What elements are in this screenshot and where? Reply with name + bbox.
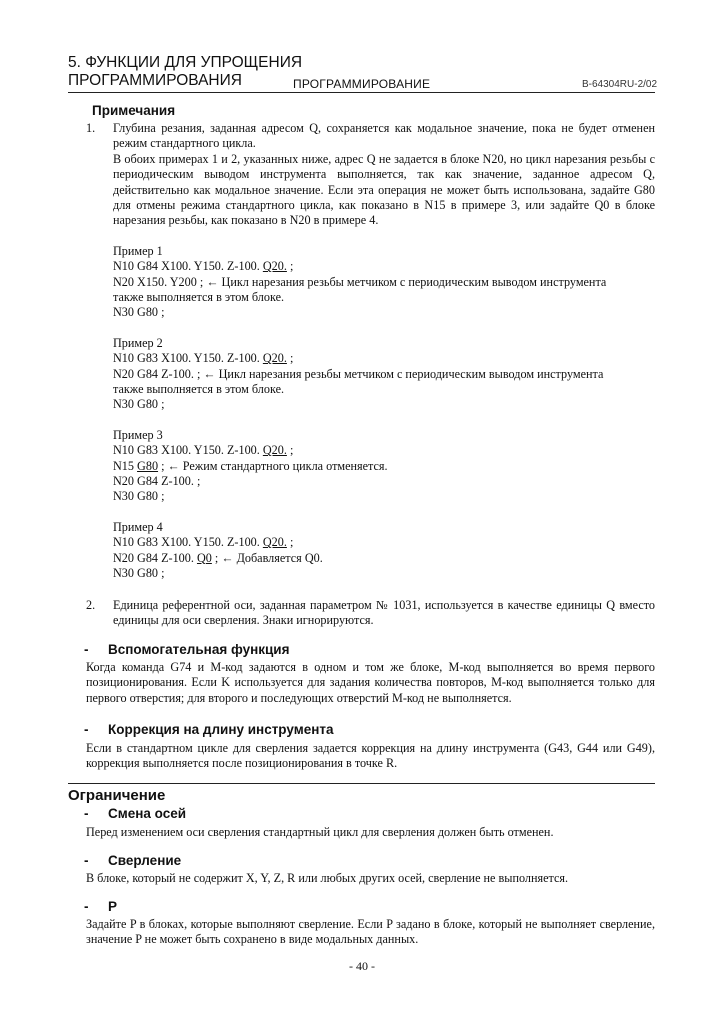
note-2-number: 2. xyxy=(86,598,96,612)
page-number: - 40 - xyxy=(349,959,375,973)
example-1-line-1: N10 G84 X100. Y150. Z-100. Q20. ; xyxy=(113,259,294,274)
example-2-line-2: N20 G84 Z-100. ; ← Цикл нарезания резьбы метчиком с периодическим выводом инструмента xyxy=(113,366,604,381)
note-2-text: Единица референтной оси, заданная параметром № 1031, используется в качестве единицы Q вместо единицы для оси сверления. Знаки игнорируются. xyxy=(113,598,655,628)
document-code: B-64304RU-2/02 xyxy=(582,79,658,90)
p-dash: - xyxy=(84,899,89,914)
p-text: Задайте P в блоках, которые выполняют сверление. Если P задано в блоке, который не выполняет сверление, значение P не может быть сохранено в виде модальных данных. xyxy=(86,917,655,947)
axis-change-text: Перед изменением оси сверления стандартный цикл для сверления должен быть отменен. xyxy=(86,825,554,839)
example-3-line-2: N15 G80 ; ← Режим стандартного цикла отменяется. xyxy=(113,458,388,473)
p-heading: P xyxy=(108,899,118,914)
example-2-line-4: N30 G80 ; xyxy=(113,397,165,412)
chapter-title xyxy=(68,54,302,90)
example-4-title: Пример 4 xyxy=(113,520,163,534)
note-1-paragraph-1: Глубина резания, заданная адресом Q, сохраняется как модальное значение, пока не будет отменен режим стандартного цикла. xyxy=(113,121,655,151)
example-2-title: Пример 2 xyxy=(113,336,163,350)
example-1 xyxy=(113,244,655,320)
example-1-line-2: N20 X150. Y200 ; ← Цикл нарезания резьбы метчиком с периодическим выводом инструмента xyxy=(113,274,607,289)
notes-heading: Примечания xyxy=(92,103,176,118)
example-1-line-4: N30 G80 ; xyxy=(113,305,165,320)
limitations-heading: Ограничение xyxy=(68,787,166,804)
aux-heading-dash: - xyxy=(84,642,89,657)
example-3-line-4: N30 G80 ; xyxy=(113,489,165,504)
tlc-heading: Коррекция на длину инструмента xyxy=(108,722,334,737)
example-4-line-3: N30 G80 ; xyxy=(113,565,165,580)
chapter-title-line1: 5. ФУНКЦИИ ДЛЯ УПРОЩЕНИЯ xyxy=(68,54,303,71)
chapter-title-line2: ПРОГРАММИРОВАНИЯ xyxy=(68,72,242,89)
example-1-line-3: также выполняется в этом блоке. xyxy=(113,289,285,304)
header-divider xyxy=(68,92,655,93)
example-4-line-1: N10 G83 X100. Y150. Z-100. Q20. ; xyxy=(113,535,294,550)
example-2-line-3: также выполняется в этом блоке. xyxy=(113,381,285,396)
tlc-text: Если в стандартном цикле для сверления задается коррекция на длину инструмента (G43, G44 или G49), коррекция выполняется после позиционирования в точке R. xyxy=(86,741,655,771)
tlc-heading-dash: - xyxy=(84,722,89,737)
note-1-paragraph-2: В обоих примерах 1 и 2, указанных ниже, адрес Q не задается в блоке N20, но цикл нарезания резьбы с периодическим выводом инструмента выполняется, так как значение, заданное адресом Q, действительно как модальное значение. Если эта операция не может быть использована, задайте G80 для отмены режима стандартного цикла, как показано в N15 в примере 3, или задайте Q0 в блоке нарезания резьбы, как показано в N20 в примере 4. xyxy=(113,152,655,228)
section-name: ПРОГРАММИРОВАНИЕ xyxy=(293,77,431,91)
example-4-line-2: N20 G84 Z-100. Q0 ; ← Добавляется Q0. xyxy=(113,550,323,565)
drilling-text: В блоке, который не содержит X, Y, Z, R или любых других осей, сверление не выполняется. xyxy=(86,871,569,885)
axis-change-heading: Смена осей xyxy=(108,806,187,821)
example-3-line-3: N20 G84 Z-100. ; xyxy=(113,473,201,488)
example-4 xyxy=(113,520,655,581)
example-3-title: Пример 3 xyxy=(113,428,163,442)
drilling-dash: - xyxy=(84,853,89,868)
example-1-title: Пример 1 xyxy=(113,244,163,258)
note-1-number: 1. xyxy=(86,121,96,135)
example-3 xyxy=(113,428,655,504)
aux-heading: Вспомогательная функция xyxy=(108,642,290,657)
section-divider xyxy=(68,783,655,784)
aux-text: Когда команда G74 и M-код задаются в одном и том же блоке, M-код выполняется во время первого позиционирования. Если K используется для задания количества повторов, M-код выполняется только для первого отверстия; для второго и последующих отверстий M-код не выполняется. xyxy=(86,660,655,705)
example-2-line-1: N10 G83 X100. Y150. Z-100. Q20. ; xyxy=(113,351,294,366)
axis-change-dash: - xyxy=(84,806,89,821)
example-2 xyxy=(113,336,655,412)
example-3-line-1: N10 G83 X100. Y150. Z-100. Q20. ; xyxy=(113,443,294,458)
drilling-heading: Сверление xyxy=(108,853,182,868)
